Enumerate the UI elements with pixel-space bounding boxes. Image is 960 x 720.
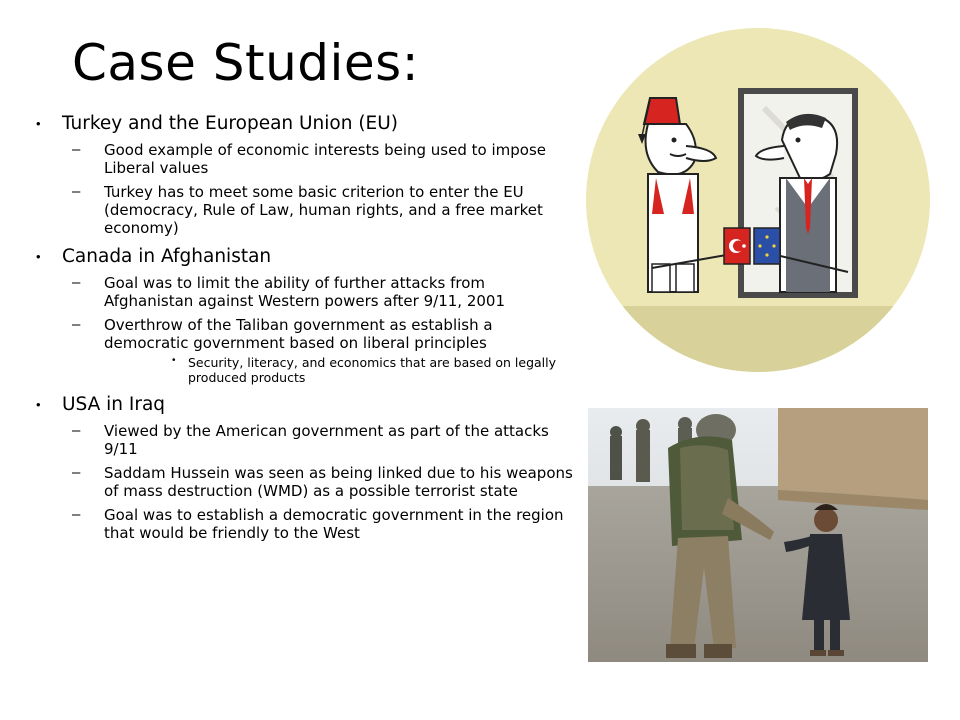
cartoon-floor: [586, 306, 930, 372]
dash-icon: –: [72, 422, 81, 439]
turkey-eu-cartoon: [586, 28, 930, 372]
subpoint-text: Security, literacy, and economics that are based on legally produced products: [188, 355, 557, 385]
point: [62, 422, 576, 458]
section-usa: [36, 393, 576, 542]
point: [62, 183, 576, 237]
soldier-child-photo: [588, 408, 928, 662]
dash-icon: –: [72, 274, 81, 291]
point: [62, 506, 576, 542]
dash-icon: –: [72, 316, 81, 333]
section-heading: USA in Iraq: [62, 394, 166, 415]
point: [62, 274, 576, 310]
slide-title: Case Studies:: [72, 34, 420, 92]
photo-ground: [588, 486, 928, 662]
section-canada: [36, 245, 576, 385]
point-text: Turkey has to meet some basic criterion to enter the EU (democracy, Rule of Law, human rights, and a free market economy): [104, 183, 543, 237]
point-text: Good example of economic interests being used to impose Liberal values: [104, 141, 546, 177]
section-heading: Canada in Afghanistan: [62, 246, 272, 267]
bullet-icon: •: [36, 249, 41, 264]
section-turkey: [36, 112, 576, 237]
bullet-content: [36, 112, 576, 550]
point: [62, 464, 576, 500]
point: [62, 141, 576, 177]
mud-wall: [778, 408, 928, 500]
dash-icon: –: [72, 464, 81, 481]
point: [62, 316, 576, 385]
point-text: Viewed by the American government as part of the attacks 9/11: [104, 422, 549, 458]
dash-icon: –: [72, 183, 81, 200]
bullet-icon: •: [36, 397, 41, 412]
section-heading: Turkey and the European Union (EU): [62, 113, 399, 134]
point-text: Overthrow of the Taliban government as establish a democratic government based on liberal principles: [104, 316, 493, 352]
point-text: Goal was to establish a democratic government in the region that would be friendly to the West: [104, 506, 564, 542]
bullet-icon: •: [172, 355, 176, 366]
bullet-icon: •: [36, 116, 41, 131]
dash-icon: –: [72, 506, 81, 523]
subpoint: [104, 355, 576, 385]
point-text: Saddam Hussein was seen as being linked due to his weapons of mass destruction (WMD) as a possible terrorist state: [104, 464, 573, 500]
point-text: Goal was to limit the ability of further attacks from Afghanistan against Western powers after 9/11, 2001: [104, 274, 505, 310]
dash-icon: –: [72, 141, 81, 158]
